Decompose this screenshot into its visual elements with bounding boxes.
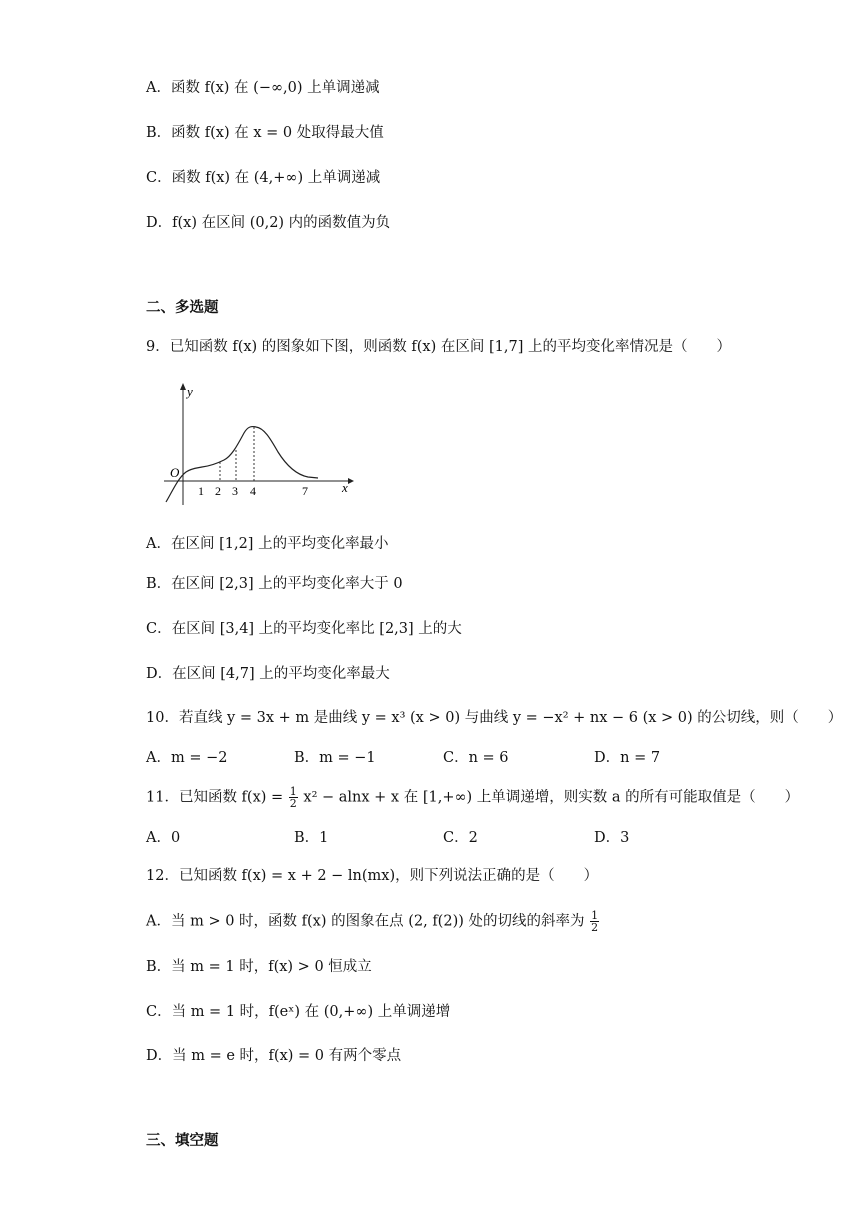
q11-stem-prefix: 11．已知函数 f(x) =: [146, 789, 284, 806]
x-axis-arrow: [348, 478, 354, 484]
q9-option-c: C．在区间 [3,4] 上的平均变化率比 [2,3] 上的大: [146, 621, 462, 637]
q11-fraction-numerator: 1: [289, 785, 297, 798]
q8-option-b: B．函数 f(x) 在 x = 0 处取得最大值: [146, 125, 384, 141]
q10-option-d: D．n = 7: [594, 750, 661, 766]
tick-label-4: 4: [250, 484, 256, 498]
q12-option-d: D．当 m = e 时，f(x) = 0 有两个零点: [146, 1048, 402, 1064]
q12-stem: 12．已知函数 f(x) = x + 2 − ln(mx)，则下列说法正确的是（ ）: [146, 868, 599, 884]
tick-label-3: 3: [232, 484, 238, 498]
q8-option-a: A．函数 f(x) 在 (−∞,0) 上单调递减: [146, 80, 380, 96]
q9-function-graph: [158, 380, 358, 510]
q10-stem: 10．若直线 y = 3x + m 是曲线 y = x³ (x > 0) 与曲线 y = −x² + nx − 6 (x > 0) 的公切线，则（ ）: [146, 710, 843, 726]
y-axis-arrow: [180, 383, 186, 390]
q12-option-c: C．当 m = 1 时，f(eˣ) 在 (0,+∞) 上单调递增: [146, 1004, 451, 1020]
x-axis-label: x: [342, 480, 348, 495]
q12-option-b: B．当 m = 1 时，f(x) > 0 恒成立: [146, 959, 372, 975]
q11-stem-suffix: x² − alnx + x 在 [1,+∞) 上单调递增，则实数 a 的所有可能取值是（ ）: [303, 789, 800, 806]
q11-option-b: B．1: [294, 830, 329, 846]
q10-option-b: B．m = −1: [294, 750, 376, 766]
q9-option-d: D．在区间 [4,7] 上的平均变化率最大: [146, 666, 390, 682]
q11-option-a: A．0: [146, 830, 181, 846]
q11-option-d: D．3: [594, 830, 630, 846]
q9-option-a: A．在区间 [1,2] 上的平均变化率最小: [146, 536, 389, 552]
q12-option-a-fraction: [590, 910, 599, 933]
q12-option-a: [146, 910, 600, 933]
q8-option-d: D．f(x) 在区间 (0,2) 内的函数值为负: [146, 215, 391, 231]
y-axis-label: y: [187, 384, 193, 399]
q10-option-a: A．m = −2: [146, 750, 228, 766]
origin-label: O: [170, 465, 180, 480]
tick-label-1: 1: [198, 484, 204, 498]
section-title-fill-in: 三、填空题: [146, 1132, 219, 1149]
tick-label-2: 2: [215, 484, 221, 498]
q9-stem: 9．已知函数 f(x) 的图象如下图，则函数 f(x) 在区间 [1,7] 上的平均变化率情况是（ ）: [146, 339, 731, 355]
q11-stem: [146, 786, 799, 809]
section-title-multiple-choice: 二、多选题: [146, 299, 219, 316]
q8-option-c: C．函数 f(x) 在 (4,+∞) 上单调递减: [146, 170, 381, 186]
q9-option-b: B．在区间 [2,3] 上的平均变化率大于 0: [146, 576, 403, 592]
q10-option-c: C．n = 6: [443, 750, 509, 766]
q11-option-c: C．2: [443, 830, 478, 846]
tick-label-7: 7: [302, 484, 308, 498]
q11-fraction-denominator: 2: [289, 797, 297, 810]
q11-fraction: [289, 786, 298, 809]
function-curve: [166, 427, 318, 502]
q12-fraction-denominator: 2: [591, 921, 599, 934]
q12-fraction-numerator: 1: [591, 909, 599, 922]
q12-option-a-text: A．当 m > 0 时，函数 f(x) 的图象在点 (2, f(2)) 处的切线的斜率为: [146, 913, 585, 930]
